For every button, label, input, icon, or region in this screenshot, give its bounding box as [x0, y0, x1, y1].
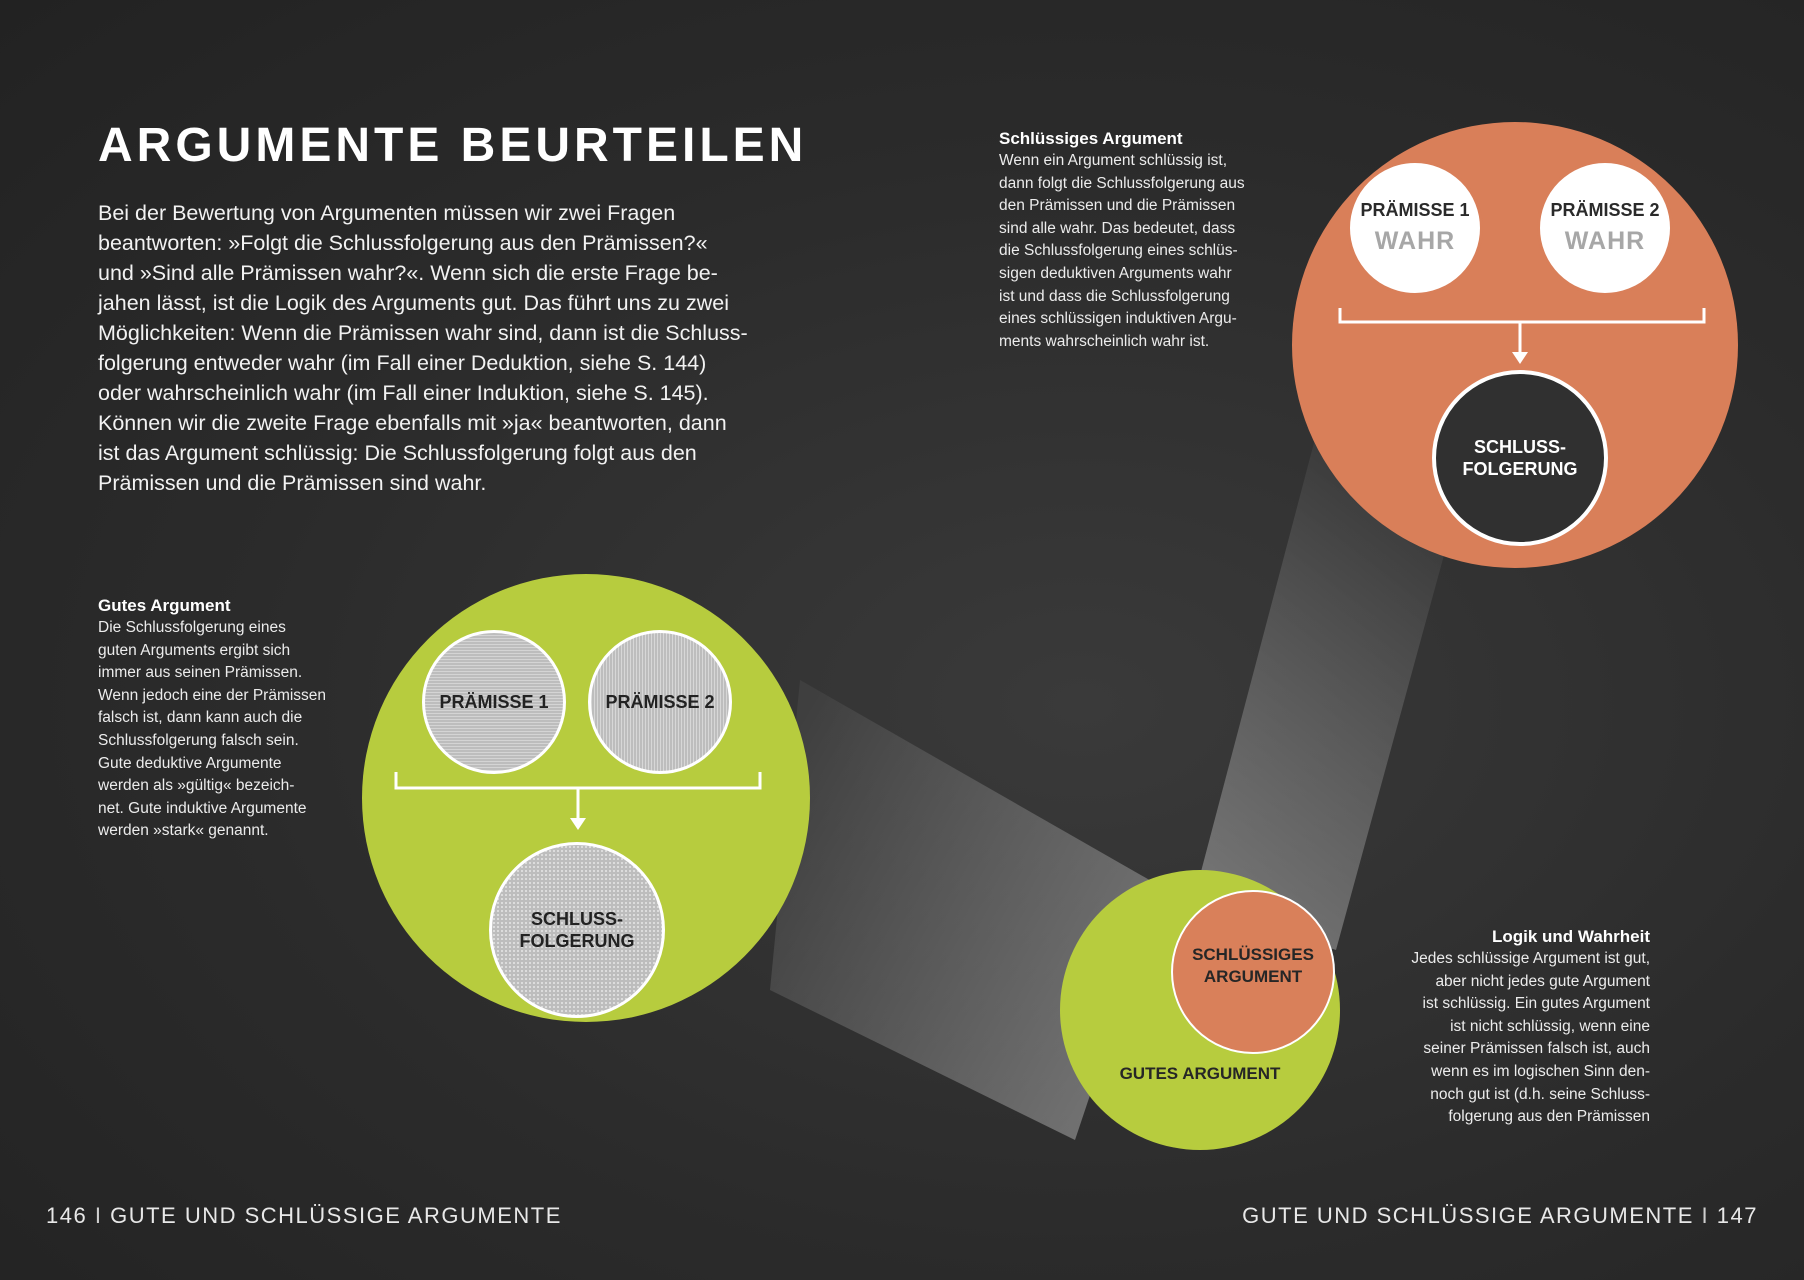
intro-paragraph — [98, 198, 773, 498]
running-title-right: GUTE UND SCHLÜSSIGE ARGUMENTE — [1242, 1203, 1694, 1228]
premise-1-truth: WAHR — [1374, 227, 1456, 255]
intro-line: und »Sind alle Prämissen wahr?«. Wenn sich die erste Frage be- — [98, 261, 718, 285]
body-line: die Schlussfolgerung eines schlüs- — [999, 242, 1238, 260]
conclusion-label-line1: SCHLUSS- — [1473, 437, 1566, 457]
footer-separator: I — [1701, 1203, 1710, 1228]
body-line: Die Schlussfolgerung eines — [98, 619, 286, 636]
body-line: Jedes schlüssige Argument ist gut, — [1411, 950, 1650, 967]
good-argument-diagram — [362, 574, 810, 1022]
body-line: folgerung aus den Prämissen — [1448, 1108, 1650, 1126]
body-line: aber nicht jedes gute Argument — [1435, 972, 1650, 990]
body-line: ist nicht schlüssig, wenn eine — [1450, 1017, 1650, 1035]
body-line: Wenn jedoch eine der Prämissen — [98, 686, 327, 704]
logic-truth-body — [1330, 948, 1650, 1129]
intro-line: Können wir die zweite Frage ebenfalls mit »ja« beantworten, dann — [98, 411, 727, 435]
page-number-left: 146 — [46, 1203, 88, 1228]
body-line: immer aus seinen Prämissen. — [98, 664, 303, 682]
premise-1-label: PRÄMISSE 1 — [1360, 200, 1470, 220]
page-number-right: 147 — [1716, 1203, 1758, 1228]
intro-line: Bei der Bewertung von Argumenten müssen wir zwei Fragen — [98, 201, 676, 225]
footer-separator: I — [94, 1203, 103, 1228]
body-line: seiner Prämissen falsch ist, auch — [1423, 1040, 1650, 1058]
intro-line: folgerung entweder wahr (im Fall einer Deduktion, siehe S. 144) — [98, 351, 707, 375]
body-line: den Prämissen und die Prämissen — [999, 197, 1236, 215]
conclusion-label-line2: FOLGERUNG — [519, 931, 635, 951]
footer-right — [1242, 1203, 1758, 1229]
arrow-down-icon — [570, 818, 586, 830]
logic-truth-heading: Logik und Wahrheit — [1491, 927, 1650, 946]
logic-truth-description — [1330, 926, 1650, 1129]
body-line: ist und dass die Schlussfolgerung — [999, 287, 1230, 305]
intro-line: jahen lässt, ist die Logik des Arguments gut. Das führt uns zu zwei — [98, 291, 729, 315]
body-line: Schlussfolgerung falsch sein. — [98, 731, 299, 749]
sound-argument-body — [999, 150, 1289, 353]
conclusion-node — [489, 842, 665, 1018]
body-line: net. Gute induktive Argumente — [98, 799, 307, 817]
running-title-left: GUTE UND SCHLÜSSIGE ARGUMENTE — [110, 1203, 562, 1228]
intro-line: beantworten: »Folgt die Schlussfolgerung aus den Prämissen?« — [98, 231, 708, 255]
body-line: eines schlüssigen induktiven Argu- — [999, 310, 1237, 328]
conclusion-label-line2: FOLGERUNG — [1462, 459, 1578, 479]
venn-sound-argument-circle — [1171, 890, 1335, 1054]
sound-argument-heading: Schlüssiges Argument — [999, 129, 1183, 148]
body-line: werden als »gültig« bezeich- — [98, 777, 295, 795]
sound-argument-diagram — [1292, 122, 1738, 568]
venn-inner-label-line2: ARGUMENT — [1203, 967, 1303, 986]
good-argument-description — [98, 595, 368, 843]
sound-argument-description — [999, 128, 1289, 353]
body-line: guten Arguments ergibt sich — [98, 641, 291, 659]
body-line: Gute deduktive Argumente — [98, 754, 282, 772]
venn-inner-label-line1: SCHLÜSSIGES — [1192, 945, 1314, 964]
body-line: werden »stark« genannt. — [98, 822, 269, 840]
page-title: ARGUMENTE BEURTEILEN — [98, 119, 808, 172]
body-line: noch gut ist (d.h. seine Schluss- — [1430, 1085, 1650, 1103]
intro-line: Prämissen und die Prämissen sind wahr. — [98, 471, 487, 495]
arrow-down-icon — [1512, 352, 1528, 364]
premise-2-label: PRÄMISSE 2 — [1550, 200, 1660, 220]
good-argument-body — [98, 617, 368, 843]
body-line: ist schlüssig. Ein gutes Argument — [1422, 995, 1650, 1013]
conclusion-label-line1: SCHLUSS- — [530, 909, 623, 929]
body-line: sigen deduktiven Arguments wahr — [999, 264, 1232, 282]
body-line: falsch ist, dann kann auch die — [98, 709, 303, 727]
body-line: Wenn ein Argument schlüssig ist, — [999, 152, 1228, 169]
good-argument-heading: Gutes Argument — [98, 596, 231, 615]
body-line: wenn es im logischen Sinn den- — [1431, 1062, 1650, 1080]
body-line: sind alle wahr. Das bedeutet, dass — [999, 219, 1236, 237]
conclusion-node — [1432, 370, 1608, 546]
body-line: ments wahrscheinlich wahr ist. — [999, 332, 1210, 350]
intro-line: ist das Argument schlüssig: Die Schlussfolgerung folgt aus den — [98, 441, 697, 465]
footer-left — [46, 1203, 562, 1229]
body-line: dann folgt die Schlussfolgerung aus — [999, 174, 1245, 192]
venn-outer-label: GUTES ARGUMENT — [1119, 1064, 1281, 1083]
premise-2-label: PRÄMISSE 2 — [605, 692, 715, 712]
intro-line: oder wahrscheinlich wahr (im Fall einer Induktion, siehe S. 145). — [98, 381, 709, 405]
intro-line: Möglichkeiten: Wenn die Prämissen wahr sind, dann ist die Schluss- — [98, 321, 748, 345]
premise-1-label: PRÄMISSE 1 — [439, 692, 549, 712]
premise-2-truth: WAHR — [1564, 227, 1646, 255]
